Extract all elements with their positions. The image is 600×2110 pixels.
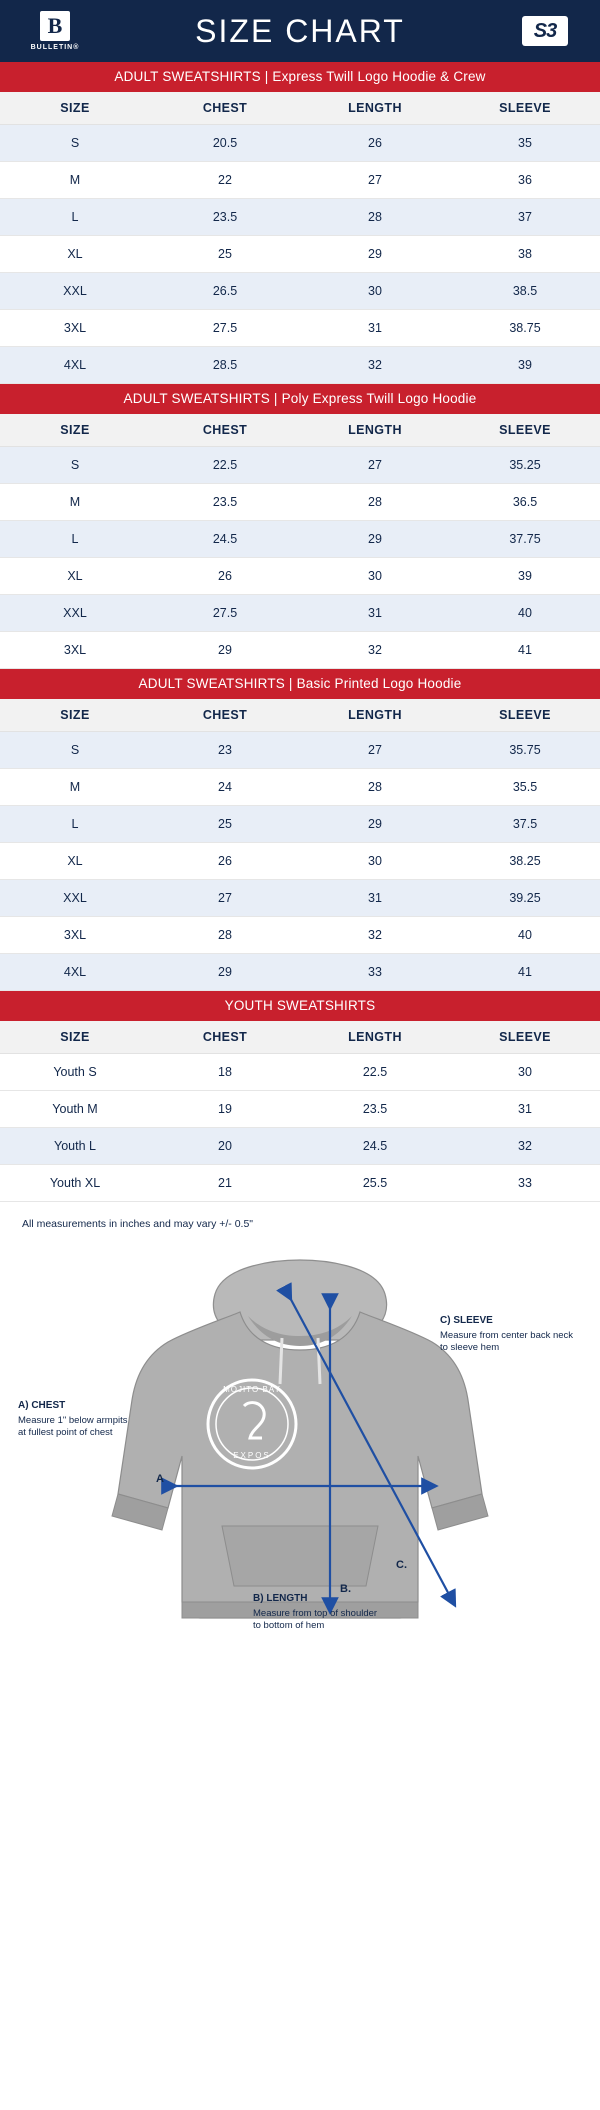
s3-logo-mark: S3	[522, 16, 568, 46]
cell-chest: 28.5	[150, 347, 300, 384]
cell-length: 30	[300, 273, 450, 310]
cell-size: XL	[0, 236, 150, 273]
bulletin-logo-wordmark: BULLETIN®	[30, 44, 80, 51]
table-row	[0, 1054, 600, 1091]
hoodie-measurement-diagram	[0, 1234, 600, 1664]
cell-sleeve: 39.25	[450, 880, 600, 917]
table-row	[0, 769, 600, 806]
section-bar-express-twill: ADULT SWEATSHIRTS | Express Twill Logo Hoodie & Crew	[0, 62, 600, 92]
cell-chest: 29	[150, 954, 300, 991]
cell-sleeve: 33	[450, 1165, 600, 1202]
cell-size: M	[0, 162, 150, 199]
cell-length: 32	[300, 917, 450, 954]
column-header-chest: CHEST	[150, 1021, 300, 1054]
cell-length: 31	[300, 310, 450, 347]
cell-chest: 26.5	[150, 273, 300, 310]
column-header-size: SIZE	[0, 1021, 150, 1054]
cell-length: 29	[300, 521, 450, 558]
size-table-youth	[0, 1021, 600, 1202]
cell-chest: 27.5	[150, 310, 300, 347]
cell-sleeve: 31	[450, 1091, 600, 1128]
cell-length: 31	[300, 595, 450, 632]
cell-length: 25.5	[300, 1165, 450, 1202]
cell-length: 29	[300, 236, 450, 273]
table-row	[0, 558, 600, 595]
cell-chest: 27.5	[150, 595, 300, 632]
cell-size: Youth S	[0, 1054, 150, 1091]
cell-chest: 23	[150, 732, 300, 769]
cell-length: 29	[300, 806, 450, 843]
column-header-sleeve: SLEEVE	[450, 92, 600, 125]
cell-sleeve: 35.75	[450, 732, 600, 769]
table-row	[0, 954, 600, 991]
cell-length: 28	[300, 199, 450, 236]
cell-chest: 23.5	[150, 484, 300, 521]
cell-length: 27	[300, 162, 450, 199]
measurement-note: All measurements in inches and may vary +/- 0.5"	[22, 1218, 254, 1230]
size-table-express-twill	[0, 92, 600, 384]
cell-size: Youth XL	[0, 1165, 150, 1202]
cell-sleeve: 40	[450, 917, 600, 954]
cell-sleeve: 39	[450, 347, 600, 384]
cell-size: 3XL	[0, 917, 150, 954]
cell-sleeve: 38.25	[450, 843, 600, 880]
cell-size: L	[0, 806, 150, 843]
cell-size: L	[0, 199, 150, 236]
column-header-length: LENGTH	[300, 414, 450, 447]
column-header-chest: CHEST	[150, 414, 300, 447]
callout-sleeve-text: Measure from center back neck to sleeve hem	[440, 1329, 574, 1354]
cell-chest: 18	[150, 1054, 300, 1091]
page-header	[0, 0, 600, 62]
callout-chest-text: Measure 1" below armpits at fullest point of chest	[18, 1414, 128, 1439]
cell-sleeve: 35.25	[450, 447, 600, 484]
cell-size: M	[0, 484, 150, 521]
cell-chest: 25	[150, 236, 300, 273]
cell-sleeve: 36.5	[450, 484, 600, 521]
cell-size: S	[0, 125, 150, 162]
cell-size: XXL	[0, 273, 150, 310]
table-header-row	[0, 699, 600, 732]
cell-length: 24.5	[300, 1128, 450, 1165]
callout-length-title: B) LENGTH	[253, 1593, 308, 1604]
cell-chest: 27	[150, 880, 300, 917]
callout-sleeve	[440, 1314, 580, 1355]
cell-size: 3XL	[0, 310, 150, 347]
table-row	[0, 880, 600, 917]
cell-sleeve: 39	[450, 558, 600, 595]
column-header-length: LENGTH	[300, 1021, 450, 1054]
section-bar-poly-express-twill: ADULT SWEATSHIRTS | Poly Express Twill Logo Hoodie	[0, 384, 600, 414]
table-row	[0, 273, 600, 310]
column-header-sleeve: SLEEVE	[450, 1021, 600, 1054]
cell-size: 4XL	[0, 347, 150, 384]
callout-length-text: Measure from top of shoulder to bottom of hem	[253, 1607, 378, 1632]
column-header-size: SIZE	[0, 414, 150, 447]
section-bar-basic-printed: ADULT SWEATSHIRTS | Basic Printed Logo Hoodie	[0, 669, 600, 699]
column-header-chest: CHEST	[150, 92, 300, 125]
cell-sleeve: 30	[450, 1054, 600, 1091]
table-row	[0, 162, 600, 199]
cell-sleeve: 37.5	[450, 806, 600, 843]
marker-a-label: A	[156, 1473, 164, 1485]
cell-size: L	[0, 521, 150, 558]
table-row	[0, 806, 600, 843]
table-header-row	[0, 1021, 600, 1054]
callout-length	[253, 1592, 383, 1633]
cell-size: M	[0, 769, 150, 806]
table-row	[0, 1165, 600, 1202]
callout-sleeve-title: C) SLEEVE	[440, 1315, 493, 1326]
table-row	[0, 521, 600, 558]
cell-length: 28	[300, 769, 450, 806]
cell-sleeve: 32	[450, 1128, 600, 1165]
svg-text:MOJITO BAY: MOJITO BAY	[223, 1385, 281, 1394]
cell-size: XXL	[0, 880, 150, 917]
cell-length: 31	[300, 880, 450, 917]
callout-chest-title: A) CHEST	[18, 1400, 66, 1411]
marker-c-label: C.	[396, 1559, 407, 1571]
cell-chest: 26	[150, 558, 300, 595]
cell-length: 27	[300, 732, 450, 769]
cell-size: S	[0, 732, 150, 769]
table-row	[0, 632, 600, 669]
cell-length: 30	[300, 558, 450, 595]
callout-chest	[18, 1399, 128, 1440]
cell-length: 23.5	[300, 1091, 450, 1128]
cell-chest: 25	[150, 806, 300, 843]
cell-chest: 26	[150, 843, 300, 880]
table-row	[0, 595, 600, 632]
cell-size: XL	[0, 843, 150, 880]
cell-sleeve: 36	[450, 162, 600, 199]
table-row	[0, 236, 600, 273]
marker-b-label: B.	[340, 1583, 351, 1595]
cell-size: XL	[0, 558, 150, 595]
cell-sleeve: 35	[450, 125, 600, 162]
table-row	[0, 347, 600, 384]
cell-size: Youth L	[0, 1128, 150, 1165]
table-row	[0, 484, 600, 521]
page-title: SIZE CHART	[195, 12, 405, 49]
cell-sleeve: 38.5	[450, 273, 600, 310]
cell-sleeve: 38.75	[450, 310, 600, 347]
column-header-size: SIZE	[0, 92, 150, 125]
svg-text:EXPOS: EXPOS	[233, 1451, 271, 1460]
cell-length: 26	[300, 125, 450, 162]
bulletin-logo-mark: B	[40, 11, 70, 41]
cell-sleeve: 40	[450, 595, 600, 632]
cell-length: 32	[300, 632, 450, 669]
table-row	[0, 1128, 600, 1165]
cell-length: 28	[300, 484, 450, 521]
column-header-length: LENGTH	[300, 92, 450, 125]
cell-chest: 29	[150, 632, 300, 669]
section-bar-youth: YOUTH SWEATSHIRTS	[0, 991, 600, 1021]
cell-sleeve: 38	[450, 236, 600, 273]
cell-chest: 23.5	[150, 199, 300, 236]
cell-chest: 22	[150, 162, 300, 199]
cell-sleeve: 37	[450, 199, 600, 236]
table-row	[0, 917, 600, 954]
table-row	[0, 732, 600, 769]
cell-chest: 19	[150, 1091, 300, 1128]
cell-length: 27	[300, 447, 450, 484]
cell-chest: 24	[150, 769, 300, 806]
cell-sleeve: 37.75	[450, 521, 600, 558]
column-header-chest: CHEST	[150, 699, 300, 732]
table-row	[0, 447, 600, 484]
cell-chest: 22.5	[150, 447, 300, 484]
column-header-sleeve: SLEEVE	[450, 699, 600, 732]
cell-size: S	[0, 447, 150, 484]
cell-sleeve: 41	[450, 954, 600, 991]
cell-sleeve: 35.5	[450, 769, 600, 806]
s3-logo	[508, 16, 582, 46]
cell-length: 33	[300, 954, 450, 991]
cell-chest: 28	[150, 917, 300, 954]
cell-chest: 24.5	[150, 521, 300, 558]
table-row	[0, 125, 600, 162]
cell-size: 3XL	[0, 632, 150, 669]
cell-length: 22.5	[300, 1054, 450, 1091]
table-row	[0, 310, 600, 347]
cell-chest: 20	[150, 1128, 300, 1165]
table-header-row	[0, 414, 600, 447]
size-table-poly-express-twill	[0, 414, 600, 669]
cell-size: XXL	[0, 595, 150, 632]
table-header-row	[0, 92, 600, 125]
column-header-sleeve: SLEEVE	[450, 414, 600, 447]
table-row	[0, 843, 600, 880]
size-table-basic-printed	[0, 699, 600, 991]
cell-length: 30	[300, 843, 450, 880]
cell-chest: 20.5	[150, 125, 300, 162]
cell-size: 4XL	[0, 954, 150, 991]
column-header-size: SIZE	[0, 699, 150, 732]
column-header-length: LENGTH	[300, 699, 450, 732]
table-row	[0, 199, 600, 236]
table-row	[0, 1091, 600, 1128]
cell-size: Youth M	[0, 1091, 150, 1128]
cell-chest: 21	[150, 1165, 300, 1202]
cell-length: 32	[300, 347, 450, 384]
bulletin-logo	[18, 11, 92, 51]
cell-sleeve: 41	[450, 632, 600, 669]
